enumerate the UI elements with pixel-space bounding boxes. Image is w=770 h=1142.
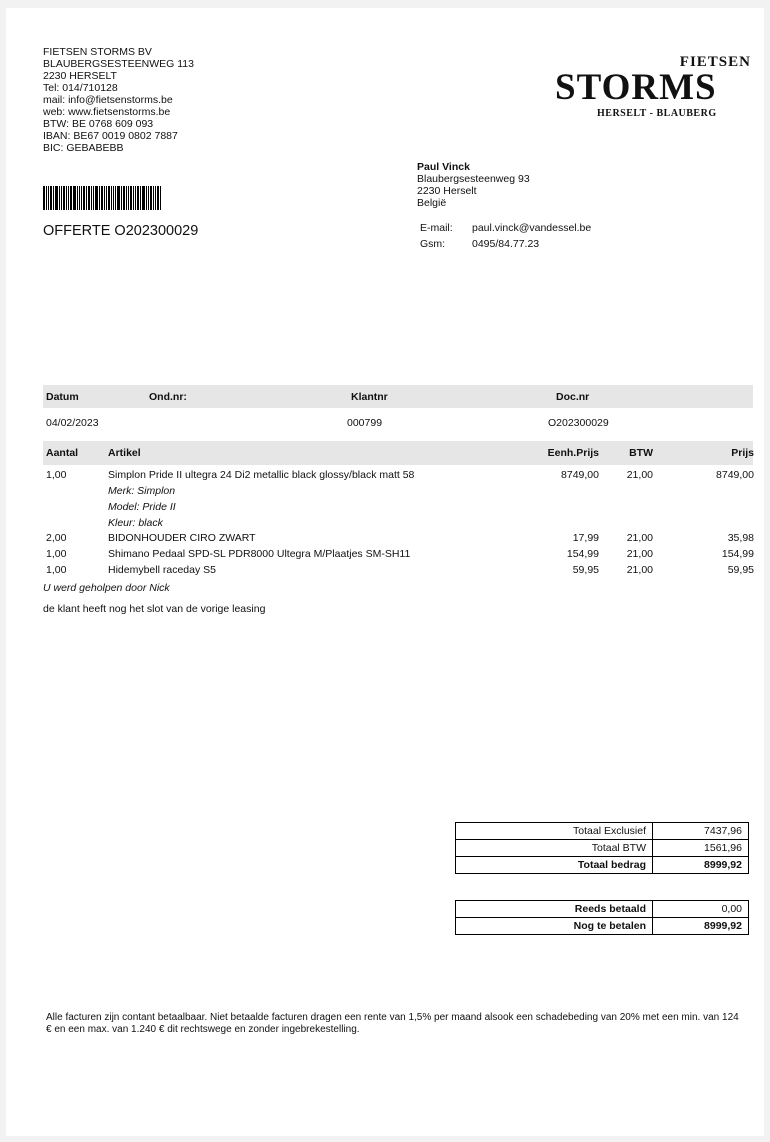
reeds-betaald-label: Reeds betaald <box>456 901 653 918</box>
document-title: OFFERTE O202300029 <box>43 223 199 239</box>
barcode-bar <box>157 186 159 210</box>
item-eenh: 154,99 <box>566 548 599 560</box>
helped-by: U werd geholpen door Nick <box>43 582 170 594</box>
item-eenh: 8749,00 <box>561 469 599 481</box>
totals-table <box>455 822 749 874</box>
barcode-bar <box>111 186 112 210</box>
totaal-btw-label: Totaal BTW <box>456 840 653 857</box>
item-prijs: 154,99 <box>721 548 754 560</box>
barcode-bar <box>66 186 67 210</box>
totals-row-btw <box>456 840 749 857</box>
customer-name: Paul Vinck <box>417 161 470 173</box>
barcode-bar <box>50 186 52 210</box>
item-aantal: 2,00 <box>46 532 67 544</box>
company-logo <box>551 54 761 124</box>
note: de klant heeft nog het slot van de vorige leasing <box>43 603 266 615</box>
gsm-label: Gsm: <box>420 238 446 250</box>
totals-row-excl <box>456 823 749 840</box>
artikel-header: Artikel <box>108 447 141 459</box>
barcode-bar <box>43 186 45 210</box>
barcode-bar <box>99 186 100 210</box>
item-detail-kleur: Kleur: black <box>108 517 163 529</box>
customer-address <box>417 161 530 209</box>
company-line: IBAN: BE67 0019 0802 7887 <box>43 130 178 142</box>
item-prijs: 8749,00 <box>716 469 754 481</box>
item-artikel: BIDONHOUDER CIRO ZWART <box>108 532 256 544</box>
customer-country: België <box>417 197 447 209</box>
item-aantal: 1,00 <box>46 469 67 481</box>
barcode-bar <box>59 186 60 210</box>
item-btw: 21,00 <box>626 469 653 481</box>
item-artikel: Hidemybell raceday S5 <box>108 564 216 576</box>
company-line: 2230 HERSELT <box>43 70 117 82</box>
customer-gsm: 0495/84.77.23 <box>472 238 540 250</box>
barcode-bar <box>46 186 47 210</box>
nog-te-betalen-value: 8999,92 <box>653 918 749 935</box>
barcode-bar <box>83 186 85 210</box>
reeds-betaald-value: 0,00 <box>653 901 749 918</box>
payment-row-paid <box>456 901 749 918</box>
item-detail-merk: Merk: Simplon <box>108 485 176 497</box>
barcode-bar <box>128 186 129 210</box>
datum-value: 04/02/2023 <box>46 417 99 429</box>
barcode-bar <box>104 186 105 210</box>
barcode-bar <box>93 186 94 210</box>
customer-email: paul.vinck@vandessel.be <box>472 222 592 234</box>
logo-main-text: STORMS <box>555 67 717 108</box>
item-btw: 21,00 <box>626 548 653 560</box>
item-prijs: 59,95 <box>727 564 754 576</box>
prijs-header: Prijs <box>731 447 754 459</box>
klantnr-value: 000799 <box>347 417 383 429</box>
customer-street: Blaubergsesteenweg 93 <box>417 173 530 185</box>
ondnr-header: Ond.nr: <box>149 391 187 403</box>
payment-row-due <box>456 918 749 935</box>
company-line: BIC: GEBABEBB <box>43 142 124 154</box>
barcode-bar <box>148 186 149 210</box>
barcode-bar <box>86 186 87 210</box>
item-artikel: Simplon Pride II ultegra 24 Di2 metallic black glossy/black matt 58 <box>108 469 415 481</box>
totals-row-total <box>456 857 749 874</box>
barcode-bar <box>117 186 120 210</box>
barcode-bar <box>79 186 80 210</box>
company-address <box>43 46 194 154</box>
barcode-bar <box>63 186 65 210</box>
barcode-bar <box>73 186 76 210</box>
barcode-bar <box>77 186 78 210</box>
barcode-bar <box>48 186 49 210</box>
logo-top-text: FIETSEN <box>679 54 751 70</box>
barcode-bar <box>121 186 122 210</box>
barcode-bar <box>88 186 90 210</box>
barcode-bar <box>135 186 136 210</box>
customer-city: 2230 Herselt <box>417 185 477 197</box>
email-label: E-mail: <box>420 222 453 234</box>
company-line: BTW: BE 0768 609 093 <box>43 118 154 130</box>
company-line: FIETSEN STORMS BV <box>43 46 152 58</box>
barcode-bar <box>150 186 152 210</box>
payment-terms-footer: Alle facturen zijn contant betaalbaar. Niet betaalde facturen dragen een rente van 1,5% per maand alsook een schadebeding van 20% met een min. van 124 € en een max. van 1.240 € dit rechtswege en zonder ingebrekestelling. <box>46 1012 739 1035</box>
item-artikel: Shimano Pedaal SPD-SL PDR8000 Ultegra M/Plaatjes SM-SH11 <box>108 548 411 560</box>
barcode-bar <box>106 186 107 210</box>
company-line: BLAUBERGSESTEENWEG 113 <box>43 58 194 70</box>
barcode-bar <box>155 186 156 210</box>
barcode-bar <box>113 186 114 210</box>
barcode-bar <box>130 186 132 210</box>
item-btw: 21,00 <box>626 564 653 576</box>
totaal-bedrag-label: Totaal bedrag <box>456 857 653 874</box>
barcode-bar <box>140 186 141 210</box>
barcode-bar <box>108 186 110 210</box>
barcode-bar <box>95 186 98 210</box>
docnr-value: O202300029 <box>548 417 609 429</box>
item-prijs: 35,98 <box>727 532 754 544</box>
barcode-bar <box>53 186 54 210</box>
item-eenh: 17,99 <box>572 532 599 544</box>
logo-sub-text: HERSELT - BLAUBERG <box>597 108 717 119</box>
item-aantal: 1,00 <box>46 564 67 576</box>
barcode-bar <box>123 186 125 210</box>
btw-header: BTW <box>629 447 653 459</box>
company-line: mail: info@fietsenstorms.be <box>43 94 173 106</box>
payment-table <box>455 900 749 935</box>
barcode-bar <box>70 186 72 210</box>
company-line: Tel: 014/710128 <box>43 82 118 94</box>
barcode-bar <box>153 186 154 210</box>
aantal-header: Aantal <box>46 447 79 459</box>
totaal-exclusief-label: Totaal Exclusief <box>456 823 653 840</box>
eenh-header: Eenh.Prijs <box>547 447 599 459</box>
item-btw: 21,00 <box>626 532 653 544</box>
document-page <box>6 8 764 1136</box>
docnr-header: Doc.nr <box>556 391 590 403</box>
barcode-bar <box>137 186 139 210</box>
barcode-bar <box>160 186 161 210</box>
totaal-bedrag-value: 8999,92 <box>653 857 749 874</box>
barcode-bar <box>142 186 145 210</box>
barcode-bar <box>55 186 58 210</box>
item-aantal: 1,00 <box>46 548 67 560</box>
item-detail-model: Model: Pride II <box>108 501 176 513</box>
barcode-bar <box>91 186 92 210</box>
totaal-exclusief-value: 7437,96 <box>653 823 749 840</box>
nog-te-betalen-label: Nog te betalen <box>456 918 653 935</box>
barcode-bar <box>126 186 127 210</box>
datum-header: Datum <box>46 391 79 403</box>
barcode-bar <box>115 186 116 210</box>
barcode-bar <box>68 186 69 210</box>
barcode-bar <box>81 186 82 210</box>
company-line: web: www.fietsenstorms.be <box>43 106 171 118</box>
barcode-bar <box>61 186 62 210</box>
barcode-bar <box>146 186 147 210</box>
klantnr-header: Klantnr <box>351 391 388 403</box>
barcode <box>43 186 189 210</box>
barcode-bar <box>133 186 134 210</box>
barcode-bar <box>101 186 103 210</box>
item-eenh: 59,95 <box>572 564 599 576</box>
totaal-btw-value: 1561,96 <box>653 840 749 857</box>
